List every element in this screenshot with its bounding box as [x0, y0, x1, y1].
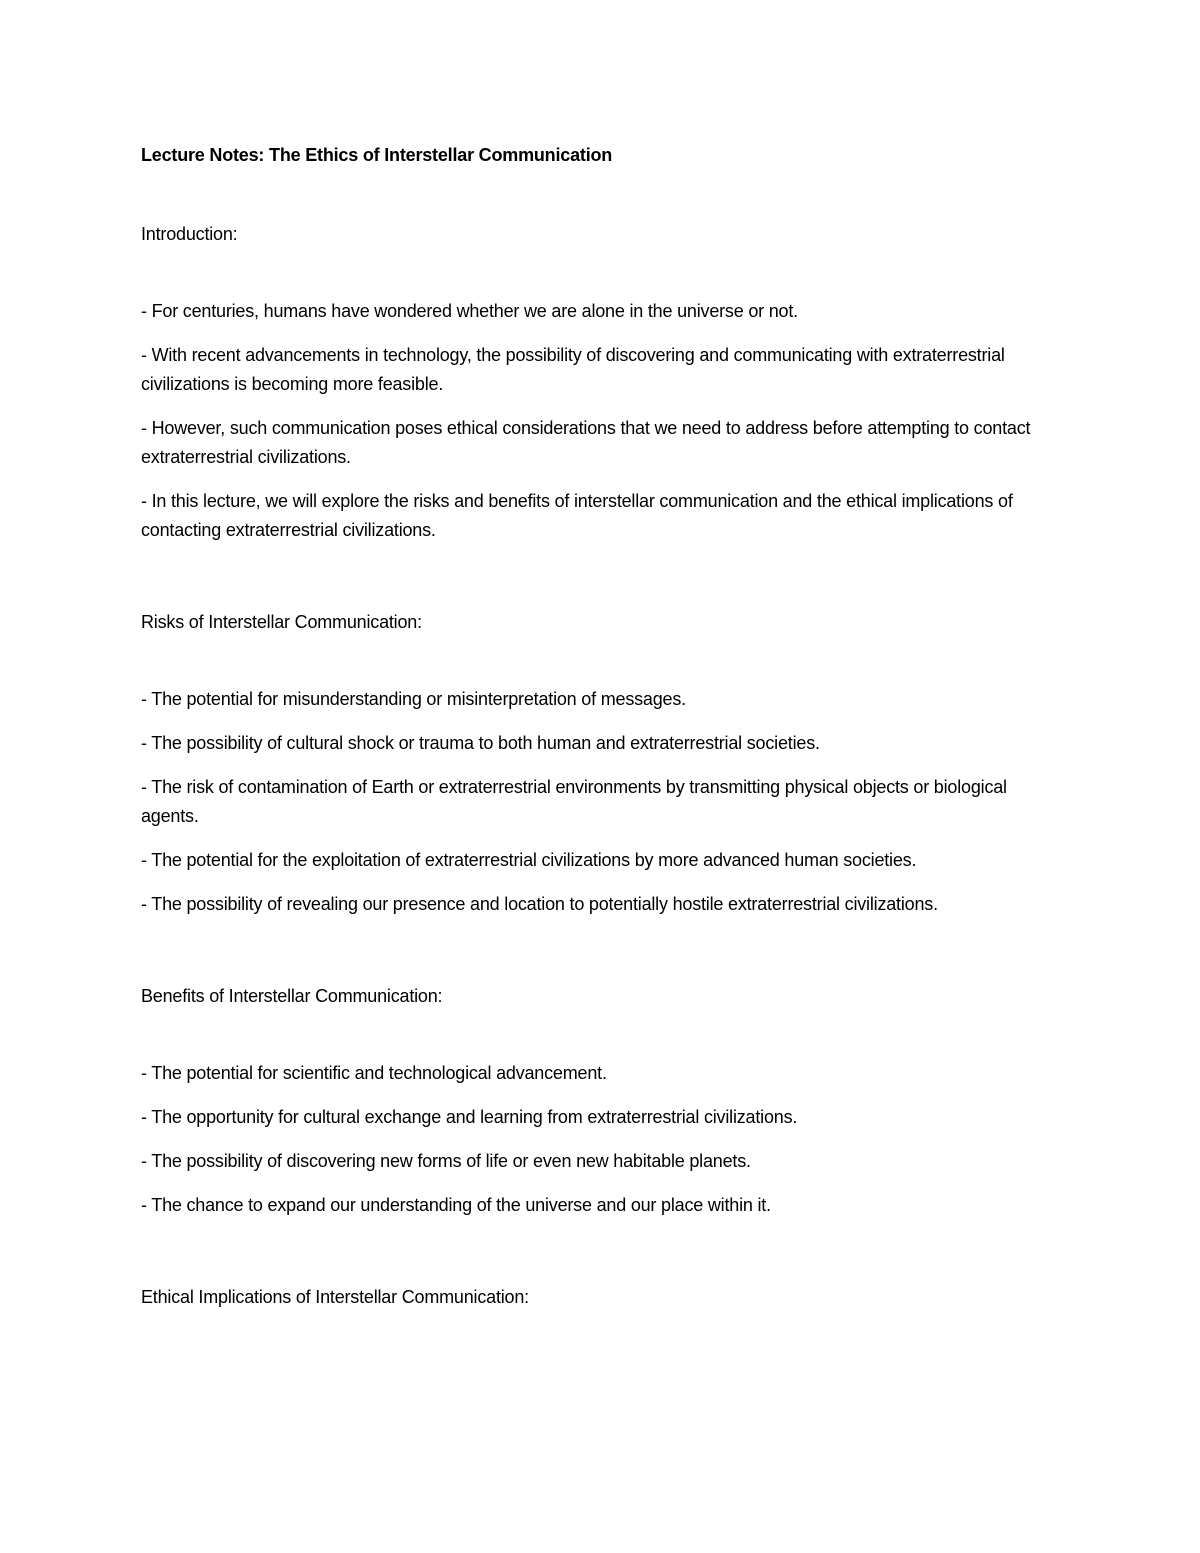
- list-item: - The possibility of cultural shock or trauma to both human and extraterrestrial societies.: [141, 733, 820, 753]
- list-item: - The risk of contamination of Earth or extraterrestrial environments by transmitting physical objects or biological agents.: [141, 777, 1007, 826]
- section-heading-risks: Risks of Interstellar Communication:: [141, 612, 422, 632]
- list-item: - However, such communication poses ethical considerations that we need to address before attempting to contact extraterrestrial civilizations.: [141, 418, 1031, 467]
- list-item: - The potential for scientific and technological advancement.: [141, 1063, 607, 1083]
- list-item: - With recent advancements in technology, the possibility of discovering and communicating with extraterrestrial civilizations is becoming more feasible.: [141, 345, 1005, 394]
- list-item: - The opportunity for cultural exchange and learning from extraterrestrial civilizations.: [141, 1107, 798, 1127]
- spacer: [141, 249, 1059, 297]
- spacer: [141, 1011, 1059, 1059]
- spacer: [141, 934, 1059, 982]
- document-body: [141, 141, 1059, 1312]
- spacer: [141, 560, 1059, 608]
- section-heading-benefits: Benefits of Interstellar Communication:: [141, 986, 443, 1006]
- section-heading-introduction: Introduction:: [141, 224, 238, 244]
- list-item: - For centuries, humans have wondered whether we are alone in the universe or not.: [141, 301, 798, 321]
- list-item: - The possibility of discovering new forms of life or even new habitable planets.: [141, 1151, 751, 1171]
- spacer: [141, 170, 1059, 220]
- spacer: [141, 1235, 1059, 1283]
- list-item: - In this lecture, we will explore the risks and benefits of interstellar communication and the ethical implications of contacting extraterrestrial civilizations.: [141, 491, 1013, 540]
- list-item: - The potential for the exploitation of extraterrestrial civilizations by more advanced human societies.: [141, 850, 917, 870]
- list-item: - The possibility of revealing our presence and location to potentially hostile extraterrestrial civilizations.: [141, 894, 938, 914]
- spacer: [141, 637, 1059, 685]
- list-item: - The potential for misunderstanding or misinterpretation of messages.: [141, 689, 686, 709]
- list-item: - The chance to expand our understanding of the universe and our place within it.: [141, 1195, 771, 1215]
- document-title: Lecture Notes: The Ethics of Interstellar Communication: [141, 145, 613, 165]
- section-heading-ethical-implications: Ethical Implications of Interstellar Communication:: [141, 1287, 529, 1307]
